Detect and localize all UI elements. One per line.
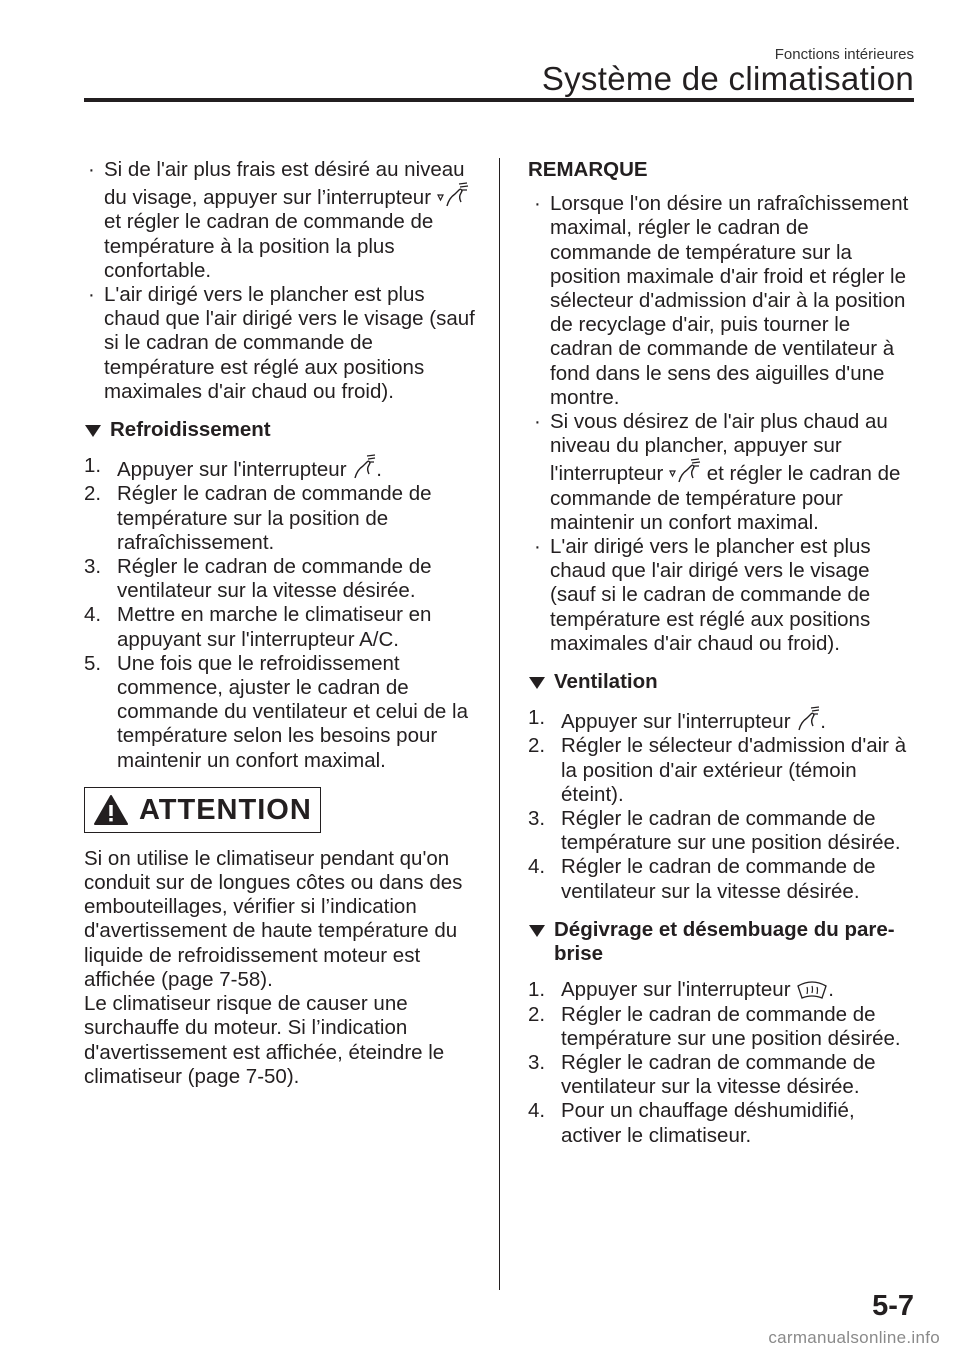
step-number: 4. <box>528 855 546 879</box>
step-text: Pour un chauffage déshumidifié, activer le climatiseur. <box>561 1099 855 1147</box>
chapter-title: Système de climatisation <box>541 60 914 97</box>
left-column <box>84 158 476 1089</box>
warning-triangle-icon <box>93 794 129 826</box>
step-text: Régler le cadran de commande de température sur une position désirée. <box>561 1002 901 1050</box>
column-divider <box>499 158 500 1290</box>
step-number: 4. <box>84 603 102 627</box>
note-heading: REMARQUE <box>528 158 648 181</box>
bullet-text: Lorsque l'on désire un rafraîchissement maximal, régler le cadran de commande de température sur la position maximale d'air froid et régler le sélecteur d'admission d'air à la position de recyclage d'air, puis tourner le cadran de commande de ventilateur à fond dans le sens des aiguilles d'une montre. <box>550 192 909 409</box>
right-column <box>528 158 913 1148</box>
step-2 <box>84 482 476 555</box>
note-bullet-floor-warmer <box>528 535 913 656</box>
note-bullet-warmer-floor <box>528 410 913 535</box>
step-5 <box>84 652 476 773</box>
step-text: Mettre en marche le climatiseur en appuyant sur l'interrupteur A/C. <box>117 603 432 651</box>
bullet-cooler-face <box>84 158 476 283</box>
step-text: . <box>820 710 826 734</box>
step-text: Régler le cadran de commande de température sur la position de rafraîchissement. <box>117 482 432 554</box>
step-text: Une fois que le refroidissement commence, ajuster le cadran de commande du ventilateur et celui de la température selon les besoins pour maintenir un confort maximal. <box>117 651 468 772</box>
heading-text: Refroidissement <box>110 418 271 442</box>
attention-paragraph-2: Le climatiseur risque de causer une surchauffe du moteur. Si l’indication d'avertissement est affichée, éteindre le climatiseur (page 7-50). <box>84 992 445 1088</box>
triangle-down-icon <box>529 677 545 689</box>
windshield-defrost-icon <box>796 978 828 1000</box>
bullet-text: et régler le cadran de commande de température à la position la plus confortable. <box>104 210 434 282</box>
bullet-text: Si vous désirez de l'air plus chaud au niveau du plancher, appuyer sur l'interrupteur <box>550 410 888 486</box>
step-number: 3. <box>528 1050 546 1074</box>
step-4 <box>84 603 476 651</box>
step-number: 1. <box>528 978 546 1002</box>
attention-paragraph-1: Si on utilise le climatiseur pendant qu'on conduit sur de longues côtes ou dans des embouteillages, vérifier si l’indication d'avertissement de haute température du liquide de refroidissement moteur est affichée (page 7-58). <box>84 846 463 991</box>
bullet-text: et régler le cadran de commande de température pour maintenir un confort maximal. <box>550 462 901 534</box>
step-3 <box>528 1051 913 1099</box>
step-number: 2. <box>528 734 546 758</box>
step-number: 3. <box>528 807 546 831</box>
step-text: Appuyer sur l'interrupteur <box>117 458 347 482</box>
bullet-text: L'air dirigé vers le plancher est plus chaud que l'air dirigé vers le visage (sauf si le cadran de commande de température est réglé aux positions maximales d'air chaud ou froid). <box>104 283 475 403</box>
step-number: 1. <box>528 706 546 730</box>
step-3 <box>528 807 913 855</box>
step-number: 2. <box>528 1002 546 1026</box>
page-number: 5-7 <box>872 1290 914 1322</box>
step-4 <box>528 1099 913 1147</box>
face-floor-vent-icon <box>437 182 469 208</box>
face-vent-icon <box>352 454 376 480</box>
step-text: Appuyer sur l'interrupteur <box>561 710 791 734</box>
bullet-text: Si de l'air plus frais est désiré au niveau du visage, appuyer sur l’interrupteur <box>104 158 465 210</box>
step-text: Régler le cadran de commande de ventilateur sur la vitesse désirée. <box>117 555 432 603</box>
step-number: 5. <box>84 651 102 675</box>
heading-text: Dégivrage et désembuage du pare-brise <box>554 917 895 966</box>
section-heading-cooling <box>84 418 476 442</box>
attention-label: ATTENTION <box>139 793 312 826</box>
attention-badge <box>84 787 321 833</box>
header-rule <box>84 98 914 102</box>
step-number: 1. <box>84 454 102 478</box>
step-1 <box>84 454 476 482</box>
step-text: Régler le sélecteur d'admission d'air à la position d'air extérieur (témoin éteint). <box>561 734 907 806</box>
watermark: carmanualsonline.info <box>768 1328 940 1347</box>
step-4 <box>528 855 913 903</box>
section-heading-defrost <box>528 918 913 966</box>
section-label: Fonctions intérieures <box>774 46 914 63</box>
triangle-down-icon <box>85 425 101 437</box>
step-number: 2. <box>84 482 102 506</box>
step-text: Appuyer sur l'interrupteur <box>561 978 791 1002</box>
step-text: Régler le cadran de commande de ventilateur sur la vitesse désirée. <box>561 1050 876 1099</box>
step-3 <box>84 555 476 603</box>
triangle-down-icon <box>529 925 545 937</box>
step-text: . <box>376 458 382 482</box>
section-heading-ventilation <box>528 670 913 694</box>
bullet-floor-warmer <box>84 283 476 404</box>
bullet-text: L'air dirigé vers le plancher est plus chaud que l'air dirigé vers le visage (sauf si le cadran de commande de température est réglé aux positions maximales d'air chaud ou froid). <box>550 535 871 655</box>
step-number: 3. <box>84 555 102 579</box>
step-2 <box>528 1003 913 1051</box>
step-1 <box>528 978 913 1002</box>
step-text: . <box>828 978 834 1002</box>
face-floor-vent-icon <box>669 458 701 484</box>
note-bullet-max-cooling <box>528 192 913 410</box>
heading-text: Ventilation <box>554 670 658 694</box>
step-1 <box>528 706 913 734</box>
step-text: Régler le cadran de commande de ventilateur sur la vitesse désirée. <box>561 855 876 903</box>
step-number: 4. <box>528 1099 546 1123</box>
step-text: Régler le cadran de commande de température sur une position désirée. <box>561 807 901 855</box>
face-vent-icon <box>796 706 820 732</box>
step-2 <box>528 734 913 807</box>
